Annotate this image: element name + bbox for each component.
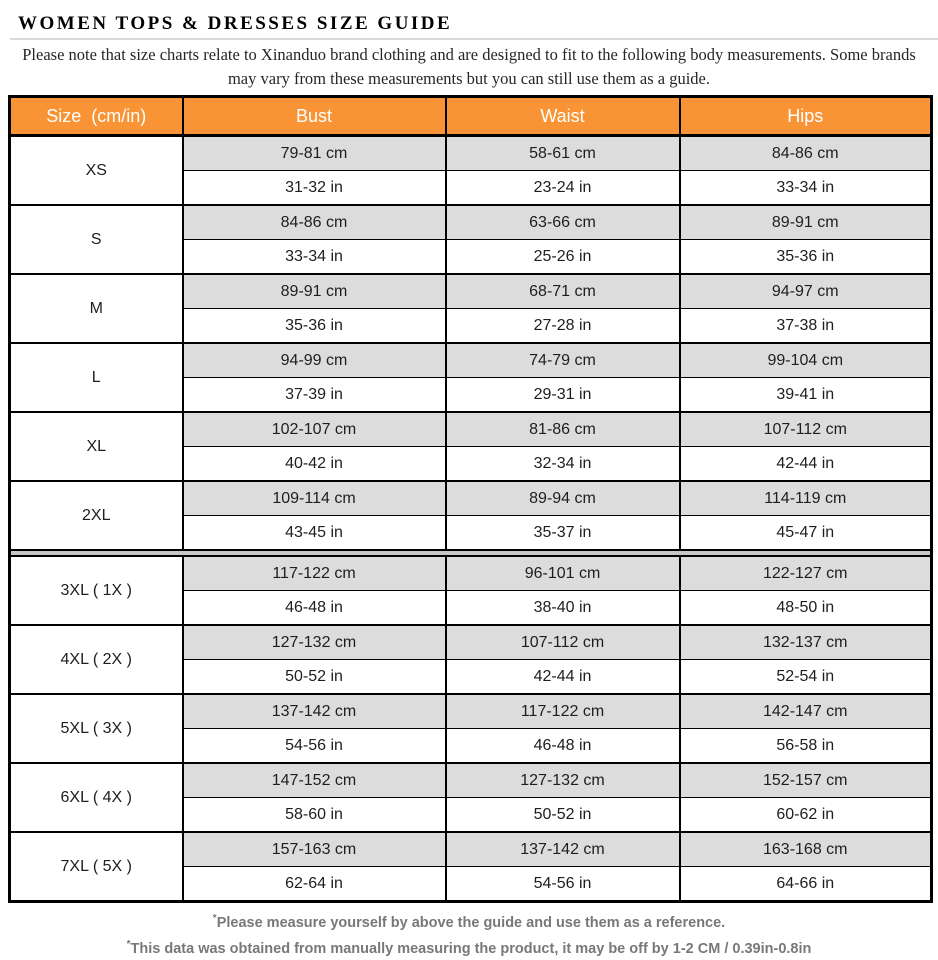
size-row-cm [10,694,932,729]
hips-in-cell: 48-50 in [680,591,932,626]
size-row-cm [10,274,932,309]
table-header-row [10,97,932,136]
hips-in-cell: 42-44 in [680,447,932,482]
title-divider [10,38,938,40]
size-label: 5XL ( 3X ) [10,694,183,763]
hips-cm-cell: 99-104 cm [680,343,932,378]
size-label: 4XL ( 2X ) [10,625,183,694]
hips-cm-cell: 107-112 cm [680,412,932,447]
hips-in-cell: 56-58 in [680,729,932,764]
bust-in-cell: 46-48 in [183,591,446,626]
waist-in-cell: 50-52 in [446,798,680,833]
page-title: WOMEN TOPS & DRESSES SIZE GUIDE [18,13,453,34]
footer-note-measure-text: Please measure yourself by above the guide and use them as a reference. [216,914,726,931]
waist-cm-cell: 81-86 cm [446,412,680,447]
waist-in-cell: 32-34 in [446,447,680,482]
size-row-cm [10,832,932,867]
bust-cm-cell: 157-163 cm [183,832,446,867]
waist-in-cell: 25-26 in [446,240,680,275]
waist-in-cell: 35-37 in [446,516,680,551]
header-bust-column: Bust [183,97,446,136]
hips-in-cell: 35-36 in [680,240,932,275]
bust-cm-cell: 102-107 cm [183,412,446,447]
size-label: XS [10,136,183,206]
size-row-cm [10,481,932,516]
waist-cm-cell: 107-112 cm [446,625,680,660]
hips-cm-cell: 163-168 cm [680,832,932,867]
waist-cm-cell: 68-71 cm [446,274,680,309]
size-row-cm [10,763,932,798]
footer-note-accuracy-text: This data was obtained from manually measuring the product, it may be off by 1-2 CM / 0.39in-0.8in [130,940,812,957]
waist-in-cell: 29-31 in [446,378,680,413]
waist-cm-cell: 137-142 cm [446,832,680,867]
size-label: L [10,343,183,412]
size-table-body [10,136,932,902]
hips-cm-cell: 84-86 cm [680,136,932,171]
waist-in-cell: 38-40 in [446,591,680,626]
bust-cm-cell: 89-91 cm [183,274,446,309]
waist-cm-cell: 89-94 cm [446,481,680,516]
bust-cm-cell: 84-86 cm [183,205,446,240]
hips-cm-cell: 132-137 cm [680,625,932,660]
bust-in-cell: 33-34 in [183,240,446,275]
bust-in-cell: 35-36 in [183,309,446,344]
hips-cm-cell: 152-157 cm [680,763,932,798]
waist-cm-cell: 96-101 cm [446,556,680,591]
bust-cm-cell: 127-132 cm [183,625,446,660]
size-label: M [10,274,183,343]
asterisk-marker: * [126,938,131,950]
size-label: 6XL ( 4X ) [10,763,183,832]
hips-in-cell: 60-62 in [680,798,932,833]
size-row-cm [10,136,932,171]
bust-in-cell: 58-60 in [183,798,446,833]
waist-in-cell: 23-24 in [446,171,680,206]
size-guide-page [0,12,938,957]
bust-cm-cell: 137-142 cm [183,694,446,729]
waist-cm-cell: 117-122 cm [446,694,680,729]
bust-cm-cell: 117-122 cm [183,556,446,591]
header-hips-column: Hips [680,97,932,136]
hips-in-cell: 45-47 in [680,516,932,551]
hips-in-cell: 52-54 in [680,660,932,695]
waist-in-cell: 27-28 in [446,309,680,344]
hips-in-cell: 37-38 in [680,309,932,344]
bust-in-cell: 54-56 in [183,729,446,764]
size-guide-table [8,95,933,903]
hips-cm-cell: 122-127 cm [680,556,932,591]
waist-in-cell: 46-48 in [446,729,680,764]
bust-cm-cell: 109-114 cm [183,481,446,516]
size-row-cm [10,556,932,591]
hips-cm-cell: 94-97 cm [680,274,932,309]
bust-cm-cell: 94-99 cm [183,343,446,378]
size-label: 3XL ( 1X ) [10,556,183,625]
hips-cm-cell: 89-91 cm [680,205,932,240]
size-row-cm [10,625,932,660]
size-row-cm [10,343,932,378]
waist-cm-cell: 74-79 cm [446,343,680,378]
hips-cm-cell: 114-119 cm [680,481,932,516]
footer-note-measure [0,908,938,934]
size-label: 7XL ( 5X ) [10,832,183,902]
bust-cm-cell: 79-81 cm [183,136,446,171]
intro-note: Please note that size charts relate to Xinanduo brand clothing and are designed to fit to the following body measurements. Some brands may vary from these measurements but you can still use them as a guide. [22,45,916,88]
header-size-column: Size (cm/in) [10,97,183,136]
bust-in-cell: 43-45 in [183,516,446,551]
waist-cm-cell: 63-66 cm [446,205,680,240]
hips-cm-cell: 142-147 cm [680,694,932,729]
header-waist-column: Waist [446,97,680,136]
waist-in-cell: 54-56 in [446,867,680,902]
hips-in-cell: 64-66 in [680,867,932,902]
size-label: XL [10,412,183,481]
footer-note-accuracy [0,934,938,960]
size-label: S [10,205,183,274]
bust-in-cell: 62-64 in [183,867,446,902]
bust-cm-cell: 147-152 cm [183,763,446,798]
size-row-cm [10,205,932,240]
size-row-cm [10,412,932,447]
footer-notes [0,908,938,960]
waist-cm-cell: 127-132 cm [446,763,680,798]
waist-cm-cell: 58-61 cm [446,136,680,171]
asterisk-marker: * [212,913,217,924]
hips-in-cell: 33-34 in [680,171,932,206]
waist-in-cell: 42-44 in [446,660,680,695]
bust-in-cell: 40-42 in [183,447,446,482]
bust-in-cell: 50-52 in [183,660,446,695]
bust-in-cell: 37-39 in [183,378,446,413]
bust-in-cell: 31-32 in [183,171,446,206]
size-label: 2XL [10,481,183,550]
hips-in-cell: 39-41 in [680,378,932,413]
